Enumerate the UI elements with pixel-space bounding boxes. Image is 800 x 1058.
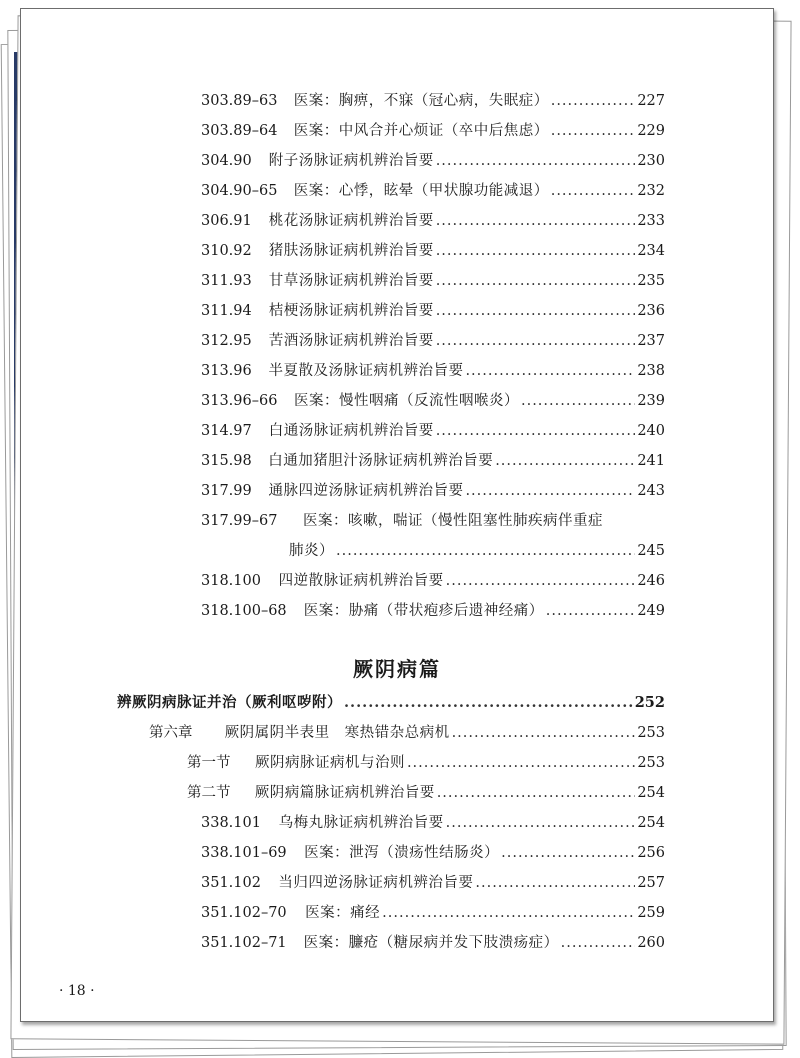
toc-entry[interactable]: [201, 211, 665, 231]
toc-entry-title: 医案：臁疮（糖尿病并发下肢溃疡症）: [303, 935, 559, 951]
toc-entry-title: 厥阴病脉证病机与治则: [254, 755, 405, 771]
dot-leader: [446, 813, 636, 833]
toc-entry-page: 235: [637, 273, 665, 289]
toc-entry[interactable]: [201, 843, 665, 863]
toc-entry[interactable]: [201, 451, 665, 471]
toc-entry-page: 249: [637, 603, 665, 619]
toc-entry[interactable]: [201, 391, 665, 411]
dot-leader: [436, 241, 636, 261]
toc-entry-title: 白通加猪胆汁汤脉证病机辨治旨要: [268, 453, 494, 469]
toc-entry-title: 猪肤汤脉证病机辨治旨要: [268, 243, 434, 259]
toc-entry-title: 附子汤脉证病机辨治旨要: [268, 153, 434, 169]
dot-leader: [561, 933, 636, 953]
toc-entry[interactable]: [201, 571, 665, 591]
toc-entry-page: 239: [637, 393, 665, 409]
toc-entry-page: 243: [637, 483, 665, 499]
toc-entry-page: 234: [637, 243, 665, 259]
dot-leader: [465, 361, 635, 381]
toc-entry-page: 253: [637, 725, 665, 741]
toc-entry[interactable]: [187, 783, 665, 803]
toc-entry[interactable]: [201, 301, 665, 321]
toc-entry-number: 312.95: [201, 333, 252, 349]
toc-entry-page: 254: [637, 785, 665, 801]
toc-entry-number: 317.99: [201, 483, 252, 499]
dot-leader: [452, 723, 636, 743]
toc-entry-title: 半夏散及汤脉证病机辨治旨要: [268, 363, 464, 379]
toc-entry-number: 317.99–67: [201, 513, 278, 529]
toc-entry-number: 318.100: [201, 573, 261, 589]
toc-entry[interactable]: [201, 241, 665, 261]
toc-entry-number: 351.102–71: [201, 935, 287, 951]
toc-entry-number: 351.102: [201, 875, 261, 891]
toc-entry[interactable]: [201, 151, 665, 171]
dot-leader: [407, 753, 635, 773]
toc-entry-number: 314.97: [201, 423, 252, 439]
toc-entry-title: 通脉四逆汤脉证病机辨治旨要: [268, 483, 464, 499]
dot-leader: [436, 331, 636, 351]
toc-entry-title: 医案：胸痹，不寐（冠心病，失眠症）: [293, 93, 549, 109]
toc-entry-number: 311.94: [201, 303, 252, 319]
toc-entry-number: 318.100–68: [201, 603, 287, 619]
toc-entry[interactable]: [201, 331, 665, 351]
toc-entry-title-continued: 肺炎）: [289, 543, 334, 559]
toc-entry[interactable]: [201, 421, 665, 441]
toc-entry[interactable]: [201, 873, 665, 893]
toc-entry-title: 白通汤脉证病机辨治旨要: [268, 423, 434, 439]
dot-leader: [465, 481, 635, 501]
toc-entry-number: 303.89–64: [201, 123, 278, 139]
toc-entry-title: 四逆散脉证病机辨治旨要: [278, 573, 444, 589]
toc-entry[interactable]: [201, 361, 665, 381]
dot-leader: [436, 271, 636, 291]
toc-entry-number: 338.101–69: [201, 845, 287, 861]
toc-entry-number: 313.96–66: [201, 393, 278, 409]
toc-entry-page: 237: [637, 333, 665, 349]
dot-leader: [546, 601, 636, 621]
toc-entry-page: 257: [637, 875, 665, 891]
toc-entry-page: 260: [637, 935, 665, 951]
toc-page: [20, 8, 774, 1022]
toc-entry-page: 232: [637, 183, 665, 199]
page-number: · 18 ·: [59, 983, 95, 999]
toc-entry[interactable]: [201, 511, 665, 531]
toc-entry[interactable]: [117, 693, 665, 713]
toc-entry-number: 第二节: [187, 785, 231, 801]
toc-entry[interactable]: [201, 271, 665, 291]
toc-entry[interactable]: [201, 181, 665, 201]
toc-entry-number: 303.89–63: [201, 93, 278, 109]
toc-entry[interactable]: [201, 903, 665, 923]
toc-entry-number: 338.101: [201, 815, 261, 831]
toc-entry[interactable]: [201, 813, 665, 833]
toc-entry-page: 230: [637, 153, 665, 169]
toc-entry-title: 桔梗汤脉证病机辨治旨要: [268, 303, 434, 319]
toc-entry-title: 医案：心悸，眩晕（甲状腺功能减退）: [293, 183, 549, 199]
toc-entry-page: 253: [637, 755, 665, 771]
toc-entry-title: 医案：痛经: [305, 905, 381, 921]
toc-entry[interactable]: [201, 91, 665, 111]
toc-entry-page: 240: [637, 423, 665, 439]
toc-entry-title: 医案：泄泻（溃疡性结肠炎）: [304, 845, 500, 861]
toc-entry-title: 医案：慢性咽痛（反流性咽喉炎）: [293, 393, 519, 409]
toc-entry-page: 252: [634, 694, 665, 711]
toc-entry-number: 311.93: [201, 273, 252, 289]
toc-entry-page: 238: [637, 363, 665, 379]
toc-entry-number: 第六章: [149, 725, 193, 741]
toc-entry[interactable]: [201, 121, 665, 141]
toc-entry-page: 256: [637, 845, 665, 861]
toc-entry-title: 医案：胁痛（带状疱疹后遗神经痛）: [303, 603, 544, 619]
toc-entry-page: 236: [637, 303, 665, 319]
toc-entry-number: 315.98: [201, 453, 252, 469]
toc-entry-page: 245: [637, 543, 665, 559]
dot-leader: [436, 151, 636, 171]
toc-entry-title: 厥阴病篇脉证病机辨治旨要: [254, 785, 435, 801]
toc-entry-page: 241: [637, 453, 665, 469]
toc-entry-title: 厥阴属阴半表里 寒热错杂总病机: [224, 725, 450, 741]
toc-entry-number: 313.96: [201, 363, 252, 379]
dot-leader: [382, 903, 635, 923]
toc-entry[interactable]: [201, 933, 665, 953]
dot-leader: [475, 873, 635, 893]
toc-entry-title: 医案：咳嗽，喘证（慢性阻塞性肺疾病伴重症: [303, 513, 603, 529]
toc-entry-title: 医案：中风合并心烦证（卒中后焦虑）: [293, 123, 549, 139]
dot-leader: [551, 91, 636, 111]
dot-leader: [551, 121, 636, 141]
dot-leader: [436, 301, 636, 321]
toc-entry[interactable]: [149, 723, 665, 743]
toc-entry-number: 351.102–70: [201, 905, 287, 921]
toc-entry-number: 第一节: [187, 755, 231, 771]
section-heading: 厥阴病篇: [353, 657, 441, 681]
toc-entry-page: 227: [637, 93, 665, 109]
toc-entry-page: 259: [637, 905, 665, 921]
dot-leader: [446, 571, 636, 591]
toc-entry-page: 233: [637, 213, 665, 229]
dot-leader: [436, 421, 636, 441]
toc-entry-title: 辨厥阴病脉证并治（厥利呕哕附）: [117, 694, 342, 711]
dot-leader: [521, 391, 635, 411]
toc-entry[interactable]: [201, 601, 665, 621]
toc-entry-page: 229: [637, 123, 665, 139]
dot-leader: [551, 181, 636, 201]
toc-entry-continuation[interactable]: [289, 541, 665, 561]
toc-entry-number: 306.91: [201, 213, 252, 229]
toc-entry-page: 246: [637, 573, 665, 589]
toc-entry-number: 310.92: [201, 243, 252, 259]
dot-leader: [495, 451, 635, 471]
toc-entry-title: 桃花汤脉证病机辨治旨要: [268, 213, 434, 229]
dot-leader: [436, 211, 636, 231]
toc-entry-title: 苦酒汤脉证病机辨治旨要: [268, 333, 434, 349]
dot-leader: [437, 783, 636, 803]
toc-entry-title: 乌梅丸脉证病机辨治旨要: [278, 815, 444, 831]
toc-entry-number: 304.90–65: [201, 183, 278, 199]
toc-entry-page: 254: [637, 815, 665, 831]
toc-entry-title: 甘草汤脉证病机辨治旨要: [268, 273, 434, 289]
dot-leader: [344, 693, 633, 713]
toc-entry-title: 当归四逆汤脉证病机辨治旨要: [278, 875, 474, 891]
toc-entry-number: 304.90: [201, 153, 252, 169]
toc-entry[interactable]: [187, 753, 665, 773]
toc-entry[interactable]: [201, 481, 665, 501]
dot-leader: [336, 541, 635, 561]
dot-leader: [501, 843, 635, 863]
